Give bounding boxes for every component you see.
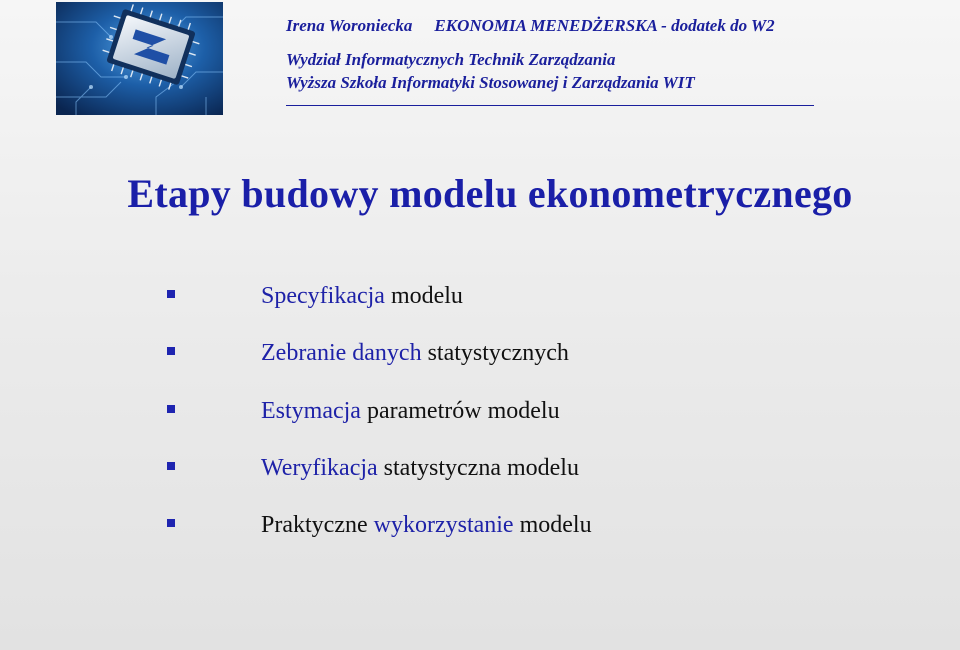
list-item — [0, 397, 960, 454]
microchip-logo-icon — [56, 2, 223, 115]
square-bullet-icon — [167, 405, 175, 413]
step-text: Specyfikacja modelu — [261, 283, 463, 309]
list-item — [0, 339, 960, 396]
steps-list — [0, 282, 960, 568]
school-name: Wyższa Szkoła Informatyki Stosowanej i Zarządzania WIT — [286, 73, 695, 92]
square-bullet-icon — [167, 347, 175, 355]
step-text: Estymacja parametrów modelu — [261, 397, 560, 424]
step-text: Praktyczne wykorzystanie modelu — [261, 512, 592, 539]
slide-title: Etapy budowy modelu ekonometrycznego — [127, 171, 853, 216]
author-name: Irena Woroniecka — [286, 16, 413, 35]
course-title: EKONOMIA MENEDŻERSKA - dodatek do W2 — [434, 16, 775, 35]
list-item — [0, 454, 960, 511]
list-item — [0, 282, 960, 339]
step-text: Weryfikacja statystyczna modelu — [261, 454, 579, 481]
header-divider — [286, 105, 814, 106]
slide-header — [286, 14, 826, 106]
square-bullet-icon — [167, 290, 175, 298]
square-bullet-icon — [167, 462, 175, 470]
square-bullet-icon — [167, 519, 175, 527]
list-item — [0, 511, 960, 568]
faculty-name: Wydział Informatycznych Technik Zarządzania — [286, 50, 616, 69]
step-text: Zebranie danych statystycznych — [261, 340, 569, 367]
header-top-line — [286, 14, 826, 38]
